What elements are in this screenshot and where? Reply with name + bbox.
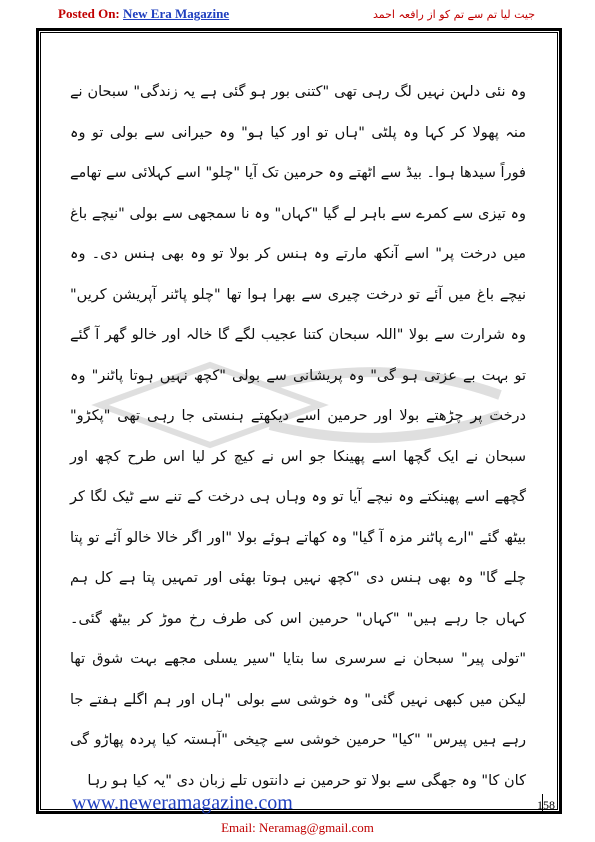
story-text [70, 72, 526, 801]
website-link[interactable]: www.neweramagazine.com [72, 792, 293, 814]
magazine-link[interactable]: New Era Magazine [123, 6, 230, 21]
page-number: 158 [537, 798, 555, 812]
posted-on-header [58, 6, 229, 22]
story-paragraph: وہ نئی دلہن نہیں لگ رہی تھی "کتنی بور ہو گئی ہے یہ زندگی" سبحان نے منہ پھولا کر کہا وہ پلٹی "ہاں تو اور کیا ہو" وہ حیرانی سے بولی تو وہ فوراً سیدھا ہوا۔ بیڈ سے اٹھتے وہ حرمین تک آیا "چلو" اسے کہلائی سے تھامے وہ تیزی سے کمرے سے باہر لے گیا "کہاں" وہ نا سمجھی سے بولی "نیچے باغ میں درخت پر" اسے آنکھ مارتے وہ ہنس کر بولا تو وہ بھی ہنس دی۔ وہ نیچے باغ میں آئے تو درخت چیری سے بھرا ہوا تھا "چلو پاٹنر آپریشن کریں" وہ شرارت سے بولا "اللہ سبحان کتنا عجیب لگے گا خالہ اور خالو گھر آ گئے تو بہت بے عزتی ہو گی" وہ پریشانی سے بولی "کچھ نہیں ہوتا پاٹنر" وہ درخت پر چڑھتے بولا اور حرمین اسے دیکھتے ہنستی جا رہی تھی "پکڑو" سبحان نے ایک گچھا اسے پھینکا جو اس نے کیچ کر لیا اس طرح کچھ اور گچھے اسے پھینکتے وہ نیچے آیا تو وہ وہاں ہی درخت کے تنے سے ٹیک لگا کر بیٹھ گئے "ارے پاٹنر مزہ آ گیا" وہ کھاتے ہوئے بولا "اور اگر خالا خالو آئے تو پتا چلے گا" وہ بھی ہنس دی "کچھ نہیں ہوتا بھئی اور تمہیں پتا ہے کل ہم کہاں جا رہے ہیں" "کہاں" حرمین اس کی طرف رخ موڑ کر بیٹھ گئی۔ "تولی پیر" سبحان نے سرسری سا بتایا "سیر یسلی مجھے بہت شوق تھا لیکن میں کبھی نہیں گئی" وہ خوشی سے بولی "ہاں اور ہم اگلے ہفتے جا رہے ہیں پیرس" "کیا" حرمین خوشی سے چیخی "آہستہ کیا پردہ پھاڑو گی کان کا" وہ جھگی سے بولا تو حرمین نے دانتوں تلے زبان دی "یہ کیا ہو رہا [70, 84, 526, 789]
email-address[interactable]: Neramag@gmail.com [259, 820, 374, 835]
email-footer [0, 820, 595, 836]
email-label: Email: [221, 820, 256, 835]
story-title: جیت لیا تم سے تم کو از رافعہ احمد [373, 8, 535, 21]
posted-on-label: Posted On: [58, 6, 120, 21]
